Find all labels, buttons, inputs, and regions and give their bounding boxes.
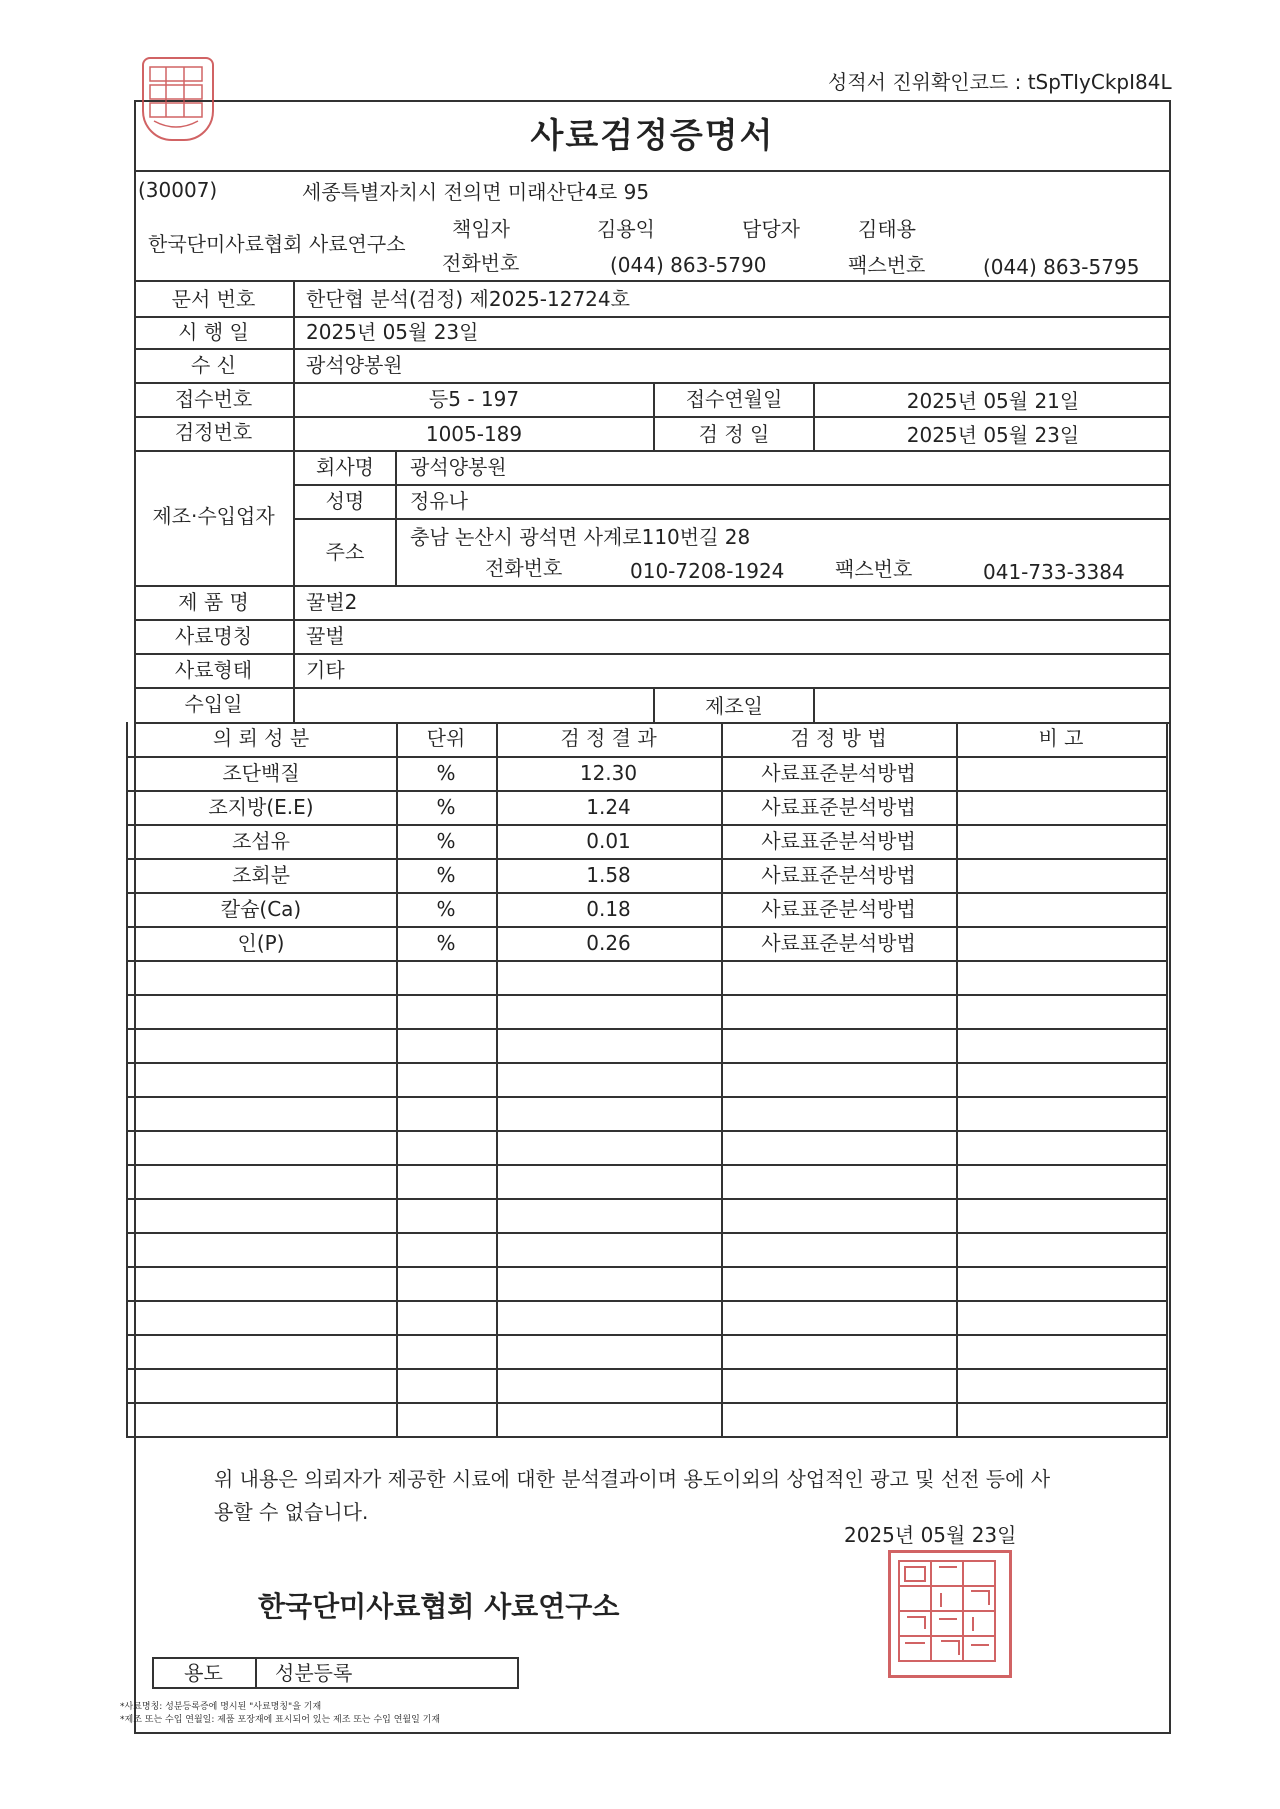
table-divider [126, 1028, 1168, 1030]
seal-large-icon [888, 1550, 1012, 1678]
table-header-method: 검 정 방 법 [790, 726, 887, 750]
cell-component: 조회분 [232, 863, 290, 887]
cell-unit: % [436, 829, 456, 853]
issuer-contact-label: 담당자 [742, 217, 800, 241]
table-row [126, 892, 1166, 926]
doc-no: 한단협 분석(검정) 제2025-12724호 [306, 287, 630, 311]
table-divider [126, 1300, 1168, 1302]
test-date: 2025년 05월 23일 [906, 423, 1080, 447]
feed-name-label: 사료명칭 [174, 624, 253, 648]
divider [134, 170, 1171, 172]
divider [134, 619, 1171, 621]
company-label: 회사명 [316, 455, 374, 479]
table-row [126, 756, 1166, 790]
results-table [126, 722, 1166, 1444]
feed-type: 기타 [306, 658, 345, 682]
issuer-contact: 김태용 [858, 217, 916, 241]
cell-unit: % [436, 795, 456, 819]
page-title: 사료검정증명서 [530, 116, 775, 156]
company: 광석양봉원 [410, 455, 507, 479]
issuer-address: 세종특별자치시 전의면 미래산단4로 95 [302, 180, 650, 204]
test-date-label: 검 정 일 [698, 422, 770, 446]
product-name: 꿀벌2 [306, 590, 358, 614]
cell-component: 조지방(E.E) [208, 795, 314, 819]
issuer-manager: 김용익 [597, 217, 655, 241]
issuer-fax: (044) 863-5795 [983, 255, 1140, 279]
cell-component: 조단백질 [222, 761, 300, 785]
divider [134, 316, 1171, 318]
table-header-result: 검 정 결 과 [560, 726, 657, 750]
table-divider [126, 1368, 1168, 1370]
receipt-date: 2025년 05월 21일 [906, 389, 1080, 413]
cell-result: 1.24 [586, 795, 631, 819]
feed-type-label: 사료형태 [174, 658, 253, 682]
cell-method: 사료표준분석방법 [761, 931, 916, 955]
organization-name: 한국단미사료협회 사료연구소 [258, 1590, 620, 1623]
feed-name: 꿀벌 [306, 624, 345, 648]
cell-result: 0.26 [586, 931, 631, 955]
address-label: 주소 [325, 540, 365, 564]
table-divider [126, 1436, 1168, 1438]
receipt-no: 등5 - 197 [428, 387, 520, 411]
issuer-phone-label: 전화번호 [442, 251, 520, 275]
issue-date-label: 시 행 일 [178, 320, 249, 344]
divider [294, 518, 1171, 520]
table-divider [126, 1164, 1168, 1166]
table-row [126, 790, 1166, 824]
cell-result: 0.01 [586, 829, 631, 853]
issue-date: 2025년 05월 23일 [306, 320, 479, 344]
address: 충남 논산시 광석면 사계로110번길 28 [410, 525, 751, 549]
table-header-unit: 단위 [426, 726, 466, 750]
cell-result: 1.58 [586, 863, 631, 887]
recipient-label: 수 신 [191, 353, 236, 377]
divider [134, 585, 1171, 587]
cell-method: 사료표준분석방법 [761, 795, 916, 819]
divider [395, 450, 397, 586]
table-divider [1166, 722, 1168, 1436]
cell-result: 12.30 [579, 761, 638, 785]
cell-unit: % [436, 931, 456, 955]
divider [134, 348, 1171, 350]
purpose-label: 용도 [184, 1661, 223, 1685]
notice-line-2: 용할 수 없습니다. [214, 1500, 369, 1524]
table-divider [126, 1062, 1168, 1064]
table-divider [126, 1266, 1168, 1268]
test-no-label: 검정번호 [174, 420, 253, 444]
mfr-fax: 041-733-3384 [983, 560, 1125, 584]
manufacturer-label: 제조·수입업자 [152, 504, 275, 528]
table-divider [126, 960, 1168, 962]
cell-unit: % [436, 863, 456, 887]
person-label: 성명 [325, 489, 365, 513]
recipient: 광석양봉원 [306, 353, 403, 377]
cell-component: 조섬유 [232, 829, 290, 853]
table-divider [126, 1198, 1168, 1200]
footnote-2: *제조 또는 수입 연월일: 제품 포장재에 표시되어 있는 제조 또는 수입 연월일 기재 [120, 1715, 441, 1725]
doc-no-label: 문서 번호 [171, 287, 256, 311]
table-row [126, 926, 1166, 960]
issuer-name: 한국단미사료협회 사료연구소 [148, 232, 406, 256]
cell-component: 칼슘(Ca) [220, 897, 302, 921]
mfr-phone: 010-7208-1924 [630, 559, 785, 583]
cell-method: 사료표준분석방법 [761, 761, 916, 785]
cell-method: 사료표준분석방법 [761, 863, 916, 887]
divider [813, 687, 815, 722]
cell-method: 사료표준분석방법 [761, 897, 916, 921]
footnote-1: *사료명칭: 성분등록증에 명시된 "사료명칭"을 기재 [120, 1702, 322, 1712]
divider [134, 653, 1171, 655]
table-divider [126, 1402, 1168, 1404]
cell-component: 인(P) [237, 931, 285, 955]
table-header-note: 비 고 [1038, 726, 1084, 750]
table-divider [126, 1096, 1168, 1098]
import-date-label: 수입일 [184, 692, 243, 716]
table-row [126, 824, 1166, 858]
table-divider [126, 994, 1168, 996]
divider [255, 1657, 257, 1689]
cell-method: 사료표준분석방법 [761, 829, 916, 853]
person: 정유나 [410, 489, 468, 513]
test-no: 1005-189 [425, 422, 523, 446]
divider [134, 450, 1171, 452]
purpose: 성분등록 [275, 1661, 353, 1685]
issue-footer-date: 2025년 05월 23일 [844, 1523, 1017, 1547]
product-name-label: 제 품 명 [178, 590, 249, 614]
table-divider [126, 1130, 1168, 1132]
cell-unit: % [436, 761, 456, 785]
receipt-no-label: 접수번호 [174, 387, 253, 411]
mfg-date-label: 제조일 [705, 694, 763, 718]
verification-code: 성적서 진위확인코드 : tSpTIyCkpI84L [828, 70, 1172, 94]
receipt-date-label: 접수연월일 [685, 387, 783, 411]
issuer-phone: (044) 863-5790 [610, 253, 767, 277]
cell-result: 0.18 [586, 897, 631, 921]
table-row [126, 858, 1166, 892]
table-header-component: 의 뢰 성 분 [212, 726, 310, 750]
table-divider [126, 1334, 1168, 1336]
divider [134, 280, 1171, 282]
mfr-phone-label: 전화번호 [485, 556, 563, 580]
mfr-fax-label: 팩스번호 [835, 557, 913, 581]
divider [294, 484, 1171, 486]
issuer-manager-label: 책임자 [452, 217, 510, 241]
notice-line-1: 위 내용은 의뢰자가 제공한 시료에 대한 분석결과이며 용도이외의 상업적인 광고 및 선전 등에 사 [214, 1467, 1051, 1491]
table-divider [126, 1232, 1168, 1234]
cell-unit: % [436, 897, 456, 921]
issuer-postal-code: (30007) [138, 178, 218, 202]
issuer-fax-label: 팩스번호 [848, 253, 926, 277]
